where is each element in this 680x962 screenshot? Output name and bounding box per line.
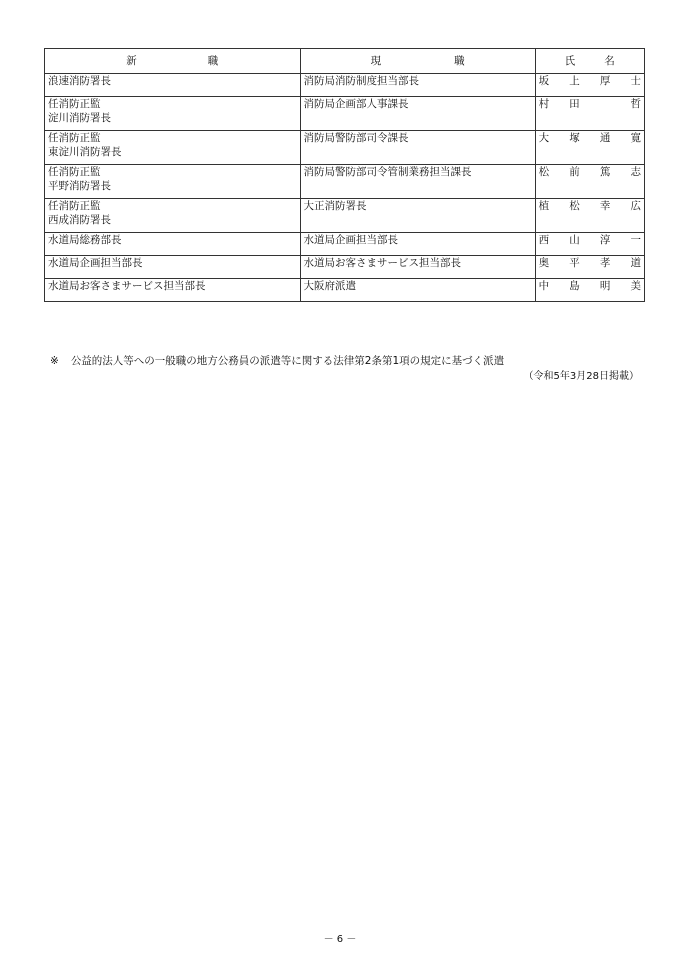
name-char — [600, 97, 611, 111]
name-char: 篤 — [599, 166, 611, 178]
personnel-table — [44, 48, 645, 302]
name-char: 山 — [569, 234, 580, 246]
new-post-cell — [45, 279, 301, 302]
page-number: － 6 － — [323, 934, 357, 945]
header-name-char-1: 氏 — [564, 55, 576, 67]
header-new-post — [45, 49, 301, 74]
new-post-cell — [45, 256, 301, 279]
new-post-line: 水道局お客さまサービス担当部長 — [48, 280, 206, 292]
name-char: 西 — [538, 234, 550, 246]
new-post-cell — [45, 97, 301, 131]
publication-date: （令和5年3月28日掲載） — [523, 371, 639, 382]
name-char: 寛 — [630, 132, 641, 144]
new-post-line: 任消防正監 — [48, 166, 101, 178]
name-char: 田 — [569, 98, 580, 110]
name-char: 上 — [569, 75, 580, 87]
new-post-cell — [45, 165, 301, 199]
current-post-line: 消防局消防制度担当部長 — [303, 75, 420, 87]
new-post-line: 水道局総務部長 — [48, 234, 122, 246]
current-post-cell — [300, 97, 535, 131]
name-cell — [535, 74, 644, 97]
footnote-text: 公益的法人等への一般職の地方公務員の派遣等に関する法律第2条第1項の規定に基づく派遣 — [70, 355, 505, 367]
name-char: 厚 — [599, 75, 611, 87]
new-post-line: 淀川消防署長 — [48, 112, 111, 124]
header-current-post — [300, 49, 535, 74]
current-post-cell — [300, 256, 535, 279]
current-post-line: 消防局警防部司令管制業務担当課長 — [303, 166, 472, 178]
table-row — [45, 279, 645, 302]
footnote-mark: ※ — [50, 355, 59, 367]
name-char: 美 — [630, 280, 641, 292]
table-row — [45, 256, 645, 279]
name-cell — [535, 233, 644, 256]
name-char: 前 — [569, 166, 580, 178]
current-post-line: 大阪府派遣 — [303, 280, 357, 292]
header-current-post-char-1: 現 — [370, 55, 382, 67]
name-cell — [535, 165, 644, 199]
new-post-cell — [45, 74, 301, 97]
name-char: 明 — [599, 280, 611, 292]
name-char: 塚 — [569, 132, 580, 144]
current-post-cell — [300, 199, 535, 233]
footnote — [50, 353, 504, 368]
current-post-cell — [300, 74, 535, 97]
new-post-line: 任消防正監 — [48, 98, 101, 110]
new-post-line: 東淀川消防署長 — [48, 146, 122, 158]
table-row — [45, 97, 645, 131]
current-post-line: 消防局企画部人事課長 — [303, 98, 409, 110]
table-row — [45, 165, 645, 199]
name-char: 平 — [569, 257, 580, 269]
name-char: 道 — [630, 257, 641, 269]
current-post-line: 水道局お客さまサービス担当部長 — [303, 257, 462, 269]
name-char: 松 — [569, 200, 580, 212]
current-post-cell — [300, 165, 535, 199]
name-cell — [535, 131, 644, 165]
current-post-line: 消防局警防部司令課長 — [303, 132, 409, 144]
new-post-line: 平野消防署長 — [48, 180, 111, 192]
table-row — [45, 131, 645, 165]
new-post-cell — [45, 199, 301, 233]
name-char: 奥 — [538, 257, 550, 269]
name-char: 士 — [630, 75, 641, 87]
name-char: 哲 — [630, 98, 641, 110]
name-cell — [535, 199, 644, 233]
name-char: 淳 — [599, 234, 611, 246]
name-char: 島 — [569, 280, 580, 292]
name-char: 村 — [538, 98, 550, 110]
table-row — [45, 74, 645, 97]
new-post-line: 水道局企画担当部長 — [48, 257, 143, 269]
header-current-post-char-2: 職 — [454, 55, 465, 67]
new-post-line: 浪速消防署長 — [48, 75, 111, 87]
name-char: 一 — [630, 234, 641, 246]
table-header-row — [45, 49, 645, 74]
current-post-cell — [300, 233, 535, 256]
new-post-line: 西成消防署長 — [48, 214, 111, 226]
header-name-char-2: 名 — [604, 55, 615, 67]
new-post-cell — [45, 233, 301, 256]
name-char: 植 — [538, 200, 550, 212]
name-char: 大 — [538, 132, 550, 144]
name-cell — [535, 256, 644, 279]
table-row — [45, 199, 645, 233]
new-post-line: 任消防正監 — [48, 132, 101, 144]
new-post-cell — [45, 131, 301, 165]
header-name — [535, 49, 644, 74]
current-post-line: 大正消防署長 — [303, 200, 367, 212]
new-post-line: 任消防正監 — [48, 200, 101, 212]
header-new-post-char-2: 職 — [207, 55, 219, 67]
name-char: 志 — [630, 166, 641, 178]
name-cell — [535, 279, 644, 302]
current-post-cell — [300, 131, 535, 165]
name-char: 通 — [599, 132, 611, 144]
current-post-cell — [300, 279, 535, 302]
name-char: 坂 — [538, 75, 550, 87]
name-cell — [535, 97, 644, 131]
name-char: 広 — [630, 200, 641, 212]
name-char: 中 — [538, 280, 550, 292]
name-char: 孝 — [599, 257, 611, 269]
table-row — [45, 233, 645, 256]
name-char: 幸 — [599, 200, 611, 212]
header-new-post-char-1: 新 — [126, 55, 137, 67]
current-post-line: 水道局企画担当部長 — [303, 234, 399, 246]
name-char: 松 — [538, 166, 550, 178]
